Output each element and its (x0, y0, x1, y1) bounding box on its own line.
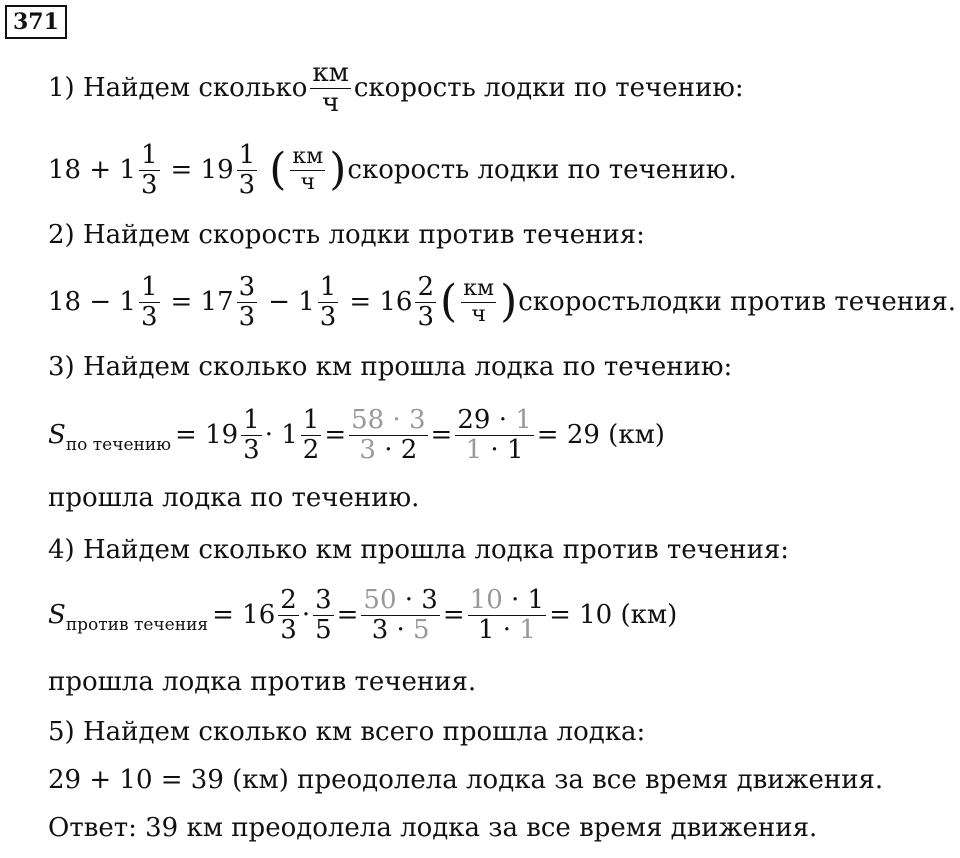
frac-den: 3 (319, 301, 337, 332)
frac-den: 3 (280, 614, 297, 645)
paren-open: ( (440, 276, 458, 327)
step-3-text: 3) Найдем сколько км прошла лодка по течению: (48, 352, 733, 382)
answer-text: Ответ: 39 км преодолела лодка за все время движения. (48, 813, 818, 843)
expr-part: = (336, 600, 359, 630)
frac-num: 1 (140, 139, 158, 170)
step-4-formula (48, 585, 677, 645)
unit-den: ч (322, 87, 340, 118)
step-2-heading (48, 205, 645, 265)
unit-num: км (292, 144, 324, 170)
unit-km-per-h (461, 277, 496, 326)
expr-part: = 17 (170, 287, 234, 317)
expr-part: = (442, 600, 465, 630)
frac-num: 1 (140, 271, 158, 302)
expr-part: = 16 (212, 600, 276, 630)
expr-part: · 1 (264, 420, 298, 450)
frac-den: 2 (302, 434, 320, 465)
frac-num-b: · 1 (511, 584, 545, 615)
frac-num: 2 (417, 271, 435, 302)
fraction (241, 406, 262, 464)
frac-num: 2 (280, 584, 297, 615)
fraction (318, 273, 339, 331)
frac-num-b: 1 (515, 404, 532, 435)
paren-close: ) (329, 144, 347, 195)
frac-num: 1 (243, 404, 260, 435)
fraction (278, 586, 299, 644)
expr-part: = 19 (175, 420, 239, 450)
frac-num-a: 29 · (457, 404, 507, 435)
distance-subscript: против течения (65, 615, 209, 635)
frac-num-a: 10 (469, 584, 503, 615)
expr-part: = (430, 420, 453, 450)
unit-num: км (463, 276, 495, 302)
step-1-formula (48, 140, 737, 200)
step-3-formula (48, 405, 665, 465)
frac-num-b: · 3 (404, 584, 438, 615)
frac-num: 58 · 3 (351, 404, 426, 435)
distance-subscript: по течению (65, 435, 172, 455)
frac-den: 3 (238, 301, 256, 332)
step-5-result-text: 29 + 10 = 39 (км) преодолела лодка за все время движения. (48, 765, 884, 795)
frac-den-b: · 1 (490, 434, 524, 465)
frac-num-a: 50 (363, 584, 397, 615)
step-1-text-b: скорость лодки по течению: (353, 73, 744, 103)
frac-den-a: 1 · (477, 614, 511, 645)
frac-den-b: · 2 (384, 434, 418, 465)
fraction (237, 273, 258, 331)
frac-den-a: 1 (465, 434, 483, 465)
fraction (139, 273, 160, 331)
frac-den: 3 (417, 301, 435, 332)
step-2-text: 2) Найдем скорость лодки против течения: (48, 220, 645, 250)
frac-num: 1 (302, 404, 320, 435)
frac-den: 3 (238, 169, 256, 200)
step-2-result-text: скоростьлодки против течения. (518, 287, 957, 317)
fraction (139, 141, 160, 199)
unit-km-per-h (310, 59, 350, 117)
step-4-conclusion-text: прошла лодка против течения. (48, 667, 477, 697)
step-4-heading (48, 520, 789, 580)
frac-num: 3 (315, 584, 332, 615)
step-3-heading (48, 337, 732, 397)
step-4-text: 4) Найдем сколько км прошла лодка против течения: (48, 535, 790, 565)
step-2-formula (48, 272, 956, 332)
expr-part: = 19 (170, 155, 234, 185)
frac-num: 1 (319, 271, 337, 302)
expr-part: = 16 (349, 287, 413, 317)
frac-den: 5 (315, 614, 332, 645)
frac-den-a: 3 · (371, 614, 405, 645)
step-1-text-a: 1) Найдем сколько (48, 73, 308, 103)
frac-den: 3 (140, 301, 158, 332)
distance-symbol: S (48, 420, 66, 450)
step-3-result: = 29 (км) (536, 420, 665, 450)
step-4-result: = 10 (км) (549, 600, 678, 630)
step-5-text: 5) Найдем сколько км всего прошла лодка: (48, 717, 646, 747)
task-number: 371 (5, 5, 67, 39)
fraction (361, 586, 439, 644)
step-3-conclusion-text: прошла лодка по течению. (48, 483, 420, 513)
expr-part: = (324, 420, 347, 450)
unit-den: ч (471, 301, 486, 327)
fraction (349, 406, 427, 464)
unit-num: км (312, 57, 349, 88)
paren-open: ( (269, 144, 287, 195)
unit-den: ч (300, 169, 316, 195)
distance-symbol: S (48, 600, 66, 630)
paren-close: ) (500, 276, 518, 327)
frac-den-a: 3 (359, 434, 376, 465)
step-3-conclusion (48, 468, 419, 528)
fraction (468, 586, 546, 644)
answer (48, 798, 817, 858)
frac-num: 3 (238, 271, 256, 302)
expr-part: 18 + 1 (48, 155, 136, 185)
fraction (455, 406, 533, 464)
fraction (237, 141, 258, 199)
frac-den: 3 (140, 169, 158, 200)
fraction (313, 586, 334, 644)
expr-part: 18 − 1 (48, 287, 136, 317)
frac-den-b: 1 (519, 614, 536, 645)
fraction (415, 273, 436, 331)
step-1-result-text: скорость лодки по течению. (347, 155, 737, 185)
fraction (301, 406, 322, 464)
step-1-heading (48, 58, 744, 118)
frac-den-b: 5 (413, 614, 430, 645)
expr-part: · (301, 600, 311, 630)
frac-den: 3 (243, 434, 260, 465)
unit-km-per-h (290, 145, 325, 194)
expr-part: − 1 (268, 287, 315, 317)
frac-num: 1 (238, 139, 256, 170)
